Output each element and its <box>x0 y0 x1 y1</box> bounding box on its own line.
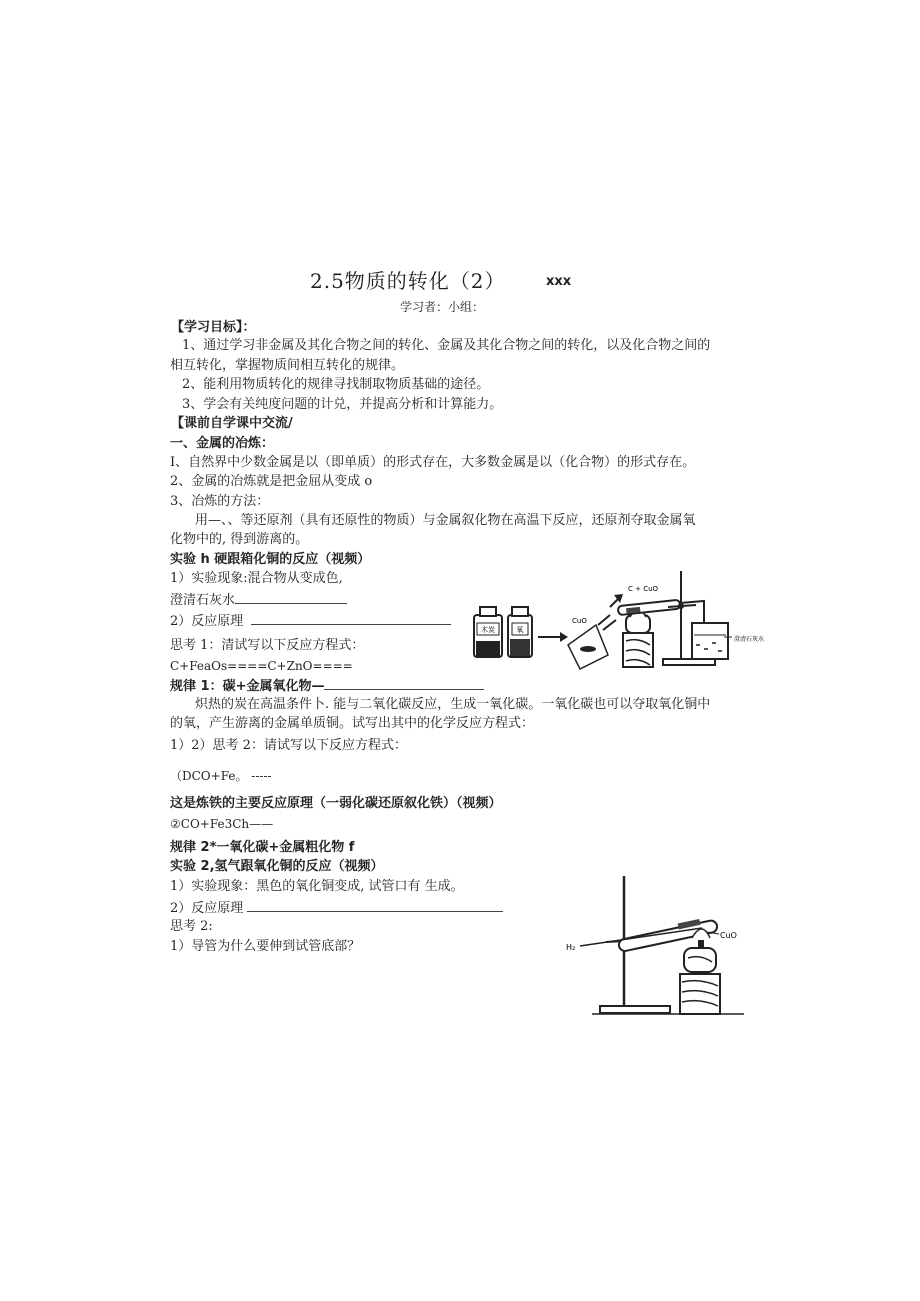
exp1-para-line1: 炽热的炭在高温条件卜. 能与二氧化碳反应，生成一氧化碳。一氧化碳也可以夺取氧化铜中 <box>195 697 711 712</box>
exp1-limewater <box>170 590 347 610</box>
exp1-limewater-label: 澄清石灰水 <box>170 593 236 608</box>
goal-3: 3、学会有关纯度问题的计兑，并提高分析和计算能力。 <box>182 397 503 412</box>
author-name: xxx <box>546 274 572 289</box>
equation-1: C+FeaOs====C+ZnO==== <box>170 659 353 673</box>
goal-2: 2、能利用物质转化的规律寻找制取物质基础的途径。 <box>182 377 490 392</box>
para-4-line2: 化物中的, 得到游离的。 <box>170 532 309 547</box>
beaker-icon <box>692 623 728 659</box>
rule-2: 规律 2*一氧化碳+金属粗化物 f <box>170 840 355 855</box>
iron-smelting-principle: 这是炼铁的主要反应原理（一弱化碳还原叙化铁）（视频） <box>170 796 502 811</box>
rule-1-label: 规律 1：碳+金属氧化物— <box>170 679 325 694</box>
exp1-heading: 实验 h 硬跟箱化铜的反应（视频） <box>170 552 371 567</box>
section-metal-smelting: 一、金属的冶炼： <box>170 436 275 451</box>
exp1-limewater-blank <box>235 590 347 604</box>
para-1: I、自然界中少数金属是以（即单质）的形式存在，大多数金属是以（化合物）的形式存在。 <box>170 455 696 470</box>
exp2-question-1: 1）导管为什么要伸到试管底部？ <box>170 939 361 954</box>
equation-3: ②CO+Fe3Ch—— <box>170 817 274 831</box>
rule-1-blank <box>324 676 484 690</box>
goal-1-line2: 相互转化，掌握物质间相互转化的规律。 <box>170 358 405 373</box>
think-1: 思考 1：清试写以下反应方程式： <box>170 638 365 653</box>
para-3: 3、冶炼的方法： <box>170 494 270 509</box>
exp1-principle <box>170 611 451 631</box>
goal-1-line1: 1、通过学习非金属及其化合物之间的转化、金属及其化合物之间的转化，以及化合物之间的 <box>182 338 711 353</box>
goals-heading: 【学习目标】： <box>171 320 256 335</box>
exp2-principle <box>170 898 503 918</box>
exp2-principle-label: 2）反应原理 <box>170 901 244 916</box>
exp2-think: 思考 2: <box>170 919 213 934</box>
para-4-line1: 用—、、等还原剂（具有还原性的物质）与金属叙化物在高温下反应，还原剂夺取金属氧 <box>195 513 696 528</box>
rule-1 <box>170 676 484 696</box>
label-carbon: 木炭 <box>481 626 495 634</box>
exp1-observation: 1）实验现象:混合物从变成色, <box>170 571 343 586</box>
exp2-principle-blank <box>247 898 503 912</box>
exp1-principle-blank <box>251 611 451 625</box>
label-mix: C + CuO <box>628 585 659 593</box>
label-cuo-bottle: 氧 <box>516 626 524 634</box>
exp2-observation: 1）实验现象：黑色的氧化铜变成, 试管口有 生成。 <box>170 879 464 894</box>
equation-2: （DCO+Fe。 ----- <box>170 769 272 783</box>
learner-line: 学习者：小组： <box>400 300 485 314</box>
study-heading: 【课前自学课中交流/ <box>171 416 293 431</box>
label-limewater: 澄清石灰水 <box>734 636 765 643</box>
figure-carbon-copper-oxide <box>468 565 778 670</box>
label-cuo: CuO <box>720 931 737 940</box>
label-h2: H₂ <box>566 943 576 952</box>
page-title: 2.5物质的转化（2） <box>310 269 506 293</box>
exp1-principle-label: 2）反应原理 <box>170 614 244 629</box>
alcohol-lamp-icon <box>623 610 653 667</box>
exp2-heading: 实验 2,氢气跟氧化铜的反应（视频） <box>170 859 384 874</box>
arrow-right-icon <box>538 632 568 642</box>
think-2: 1）2）思考 2：请试写以下反应方程式： <box>170 738 407 753</box>
label-cuo: CuO <box>572 617 587 625</box>
para-2: 2、金属的冶炼就是把金屈从变成 o <box>170 474 373 489</box>
wood-block-icon <box>680 974 720 1014</box>
figure-hydrogen-copper-oxide <box>562 870 747 1020</box>
exp1-para-line2: 的氧，产生游离的金属单质铜。试写出其中的化学反应方程式： <box>170 716 535 731</box>
